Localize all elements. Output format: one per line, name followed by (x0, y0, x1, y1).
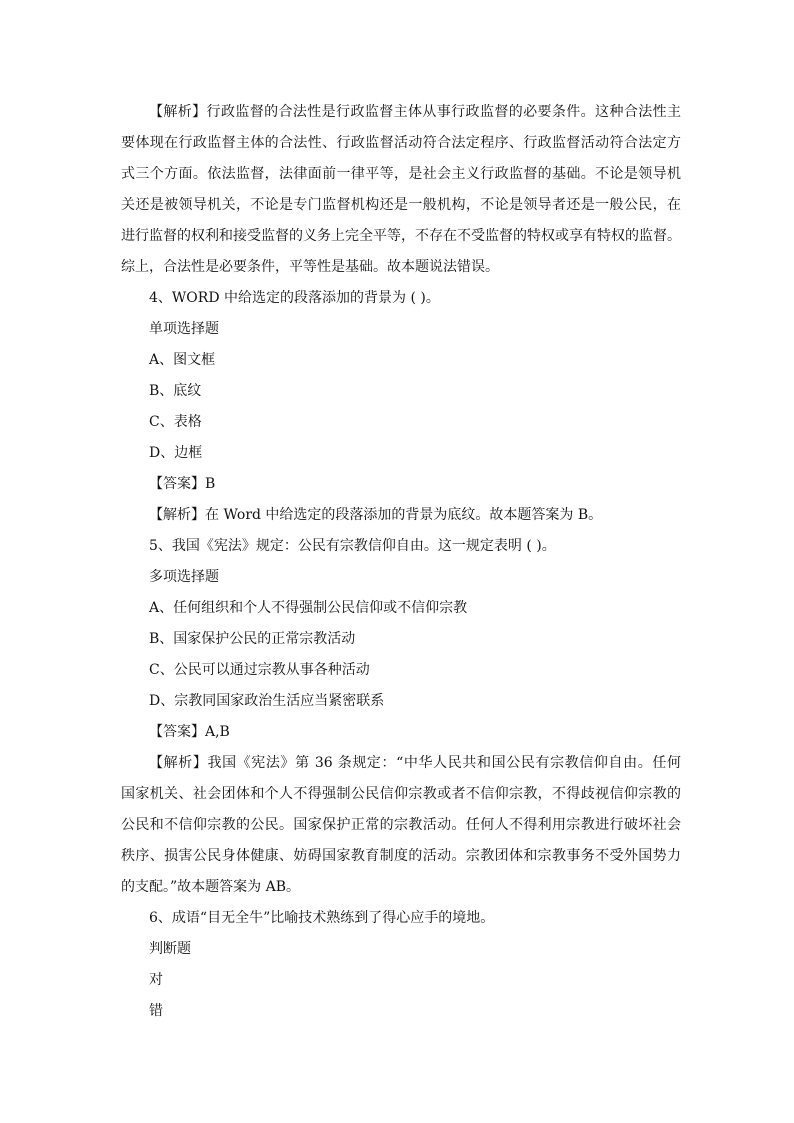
q4-answer: 【答案】B (149, 476, 216, 492)
q5-analysis-line: 公民和不信仰宗教的公民。国家保护正常的宗教活动。任何人不得利用宗教进行破坏社会 (121, 817, 681, 833)
q6-option-false: 错 (149, 1003, 163, 1019)
q5-option-c: C、公民可以通过宗教从事各种活动 (149, 662, 370, 678)
q4-option-c: C、表格 (149, 414, 202, 430)
q3-analysis-line: 式三个方面。依法监督，法律面前一律平等，是社会主义行政监督的基础。不论是领导机 (121, 166, 681, 182)
q5-analysis-line: 【解析】我国《宪法》第 36 条规定：“中华人民共和国公民有宗教信仰自由。任何 (149, 755, 681, 771)
q4-type: 单项选择题 (149, 321, 219, 337)
q3-analysis-line: 【解析】行政监督的合法性是行政监督主体从事行政监督的必要条件。这种合法性主 (149, 104, 681, 120)
q4-analysis: 【解析】在 Word 中给选定的段落添加的背景为底纹。故本题答案为 B。 (149, 507, 603, 523)
q3-analysis-line: 综上，合法性是必要条件，平等性是基础。故本题说法错误。 (121, 259, 499, 275)
q4-option-a: A、图文框 (149, 352, 216, 368)
q5-analysis-line: 秩序、损害公民身体健康、妨碍国家教育制度的活动。宗教团体和宗教事务不受外国势力 (121, 848, 681, 864)
q5-analysis-line: 的支配。”故本题答案为 AB。 (121, 879, 301, 895)
q3-analysis (121, 97, 681, 283)
q5-type: 多项选择题 (149, 569, 219, 585)
q3-analysis-line: 进行监督的权利和接受监督的义务上完全平等，不存在不受监督的特权或享有特权的监督。 (121, 228, 681, 244)
q5-analysis-line: 国家机关、社会团体和个人不得强制公民信仰宗教或者不信仰宗教，不得歧视信仰宗教的 (121, 786, 681, 802)
q5-option-a: A、任何组织和个人不得强制公民信仰或不信仰宗教 (149, 600, 468, 616)
document-page (121, 97, 681, 1027)
q5-option-d: D、宗教同国家政治生活应当紧密联系 (149, 693, 385, 709)
q5-question: 5、我国《宪法》规定：公民有宗教信仰自由。这一规定表明 ( )。 (149, 538, 556, 554)
q4-question: 4、WORD 中给选定的段落添加的背景为 ( )。 (149, 290, 440, 306)
q6-option-true: 对 (149, 972, 163, 988)
q6-question: 6、成语“目无全牛”比喻技术熟练到了得心应手的境地。 (149, 910, 495, 926)
q6-type: 判断题 (149, 941, 191, 957)
q3-analysis-line: 要体现在行政监督主体的合法性、行政监督活动符合法定程序、行政监督活动符合法定方 (121, 135, 681, 151)
q5-answer: 【答案】A,B (149, 724, 230, 740)
q3-analysis-line: 关还是被领导机关，不论是专门监督机构还是一般机构，不论是领导者还是一般公民，在 (121, 197, 681, 213)
q4-option-d: D、边框 (149, 445, 203, 461)
q5-option-b: B、国家保护公民的正常宗教活动 (149, 631, 356, 647)
q5-analysis (121, 748, 681, 903)
q4-option-b: B、底纹 (149, 383, 202, 399)
